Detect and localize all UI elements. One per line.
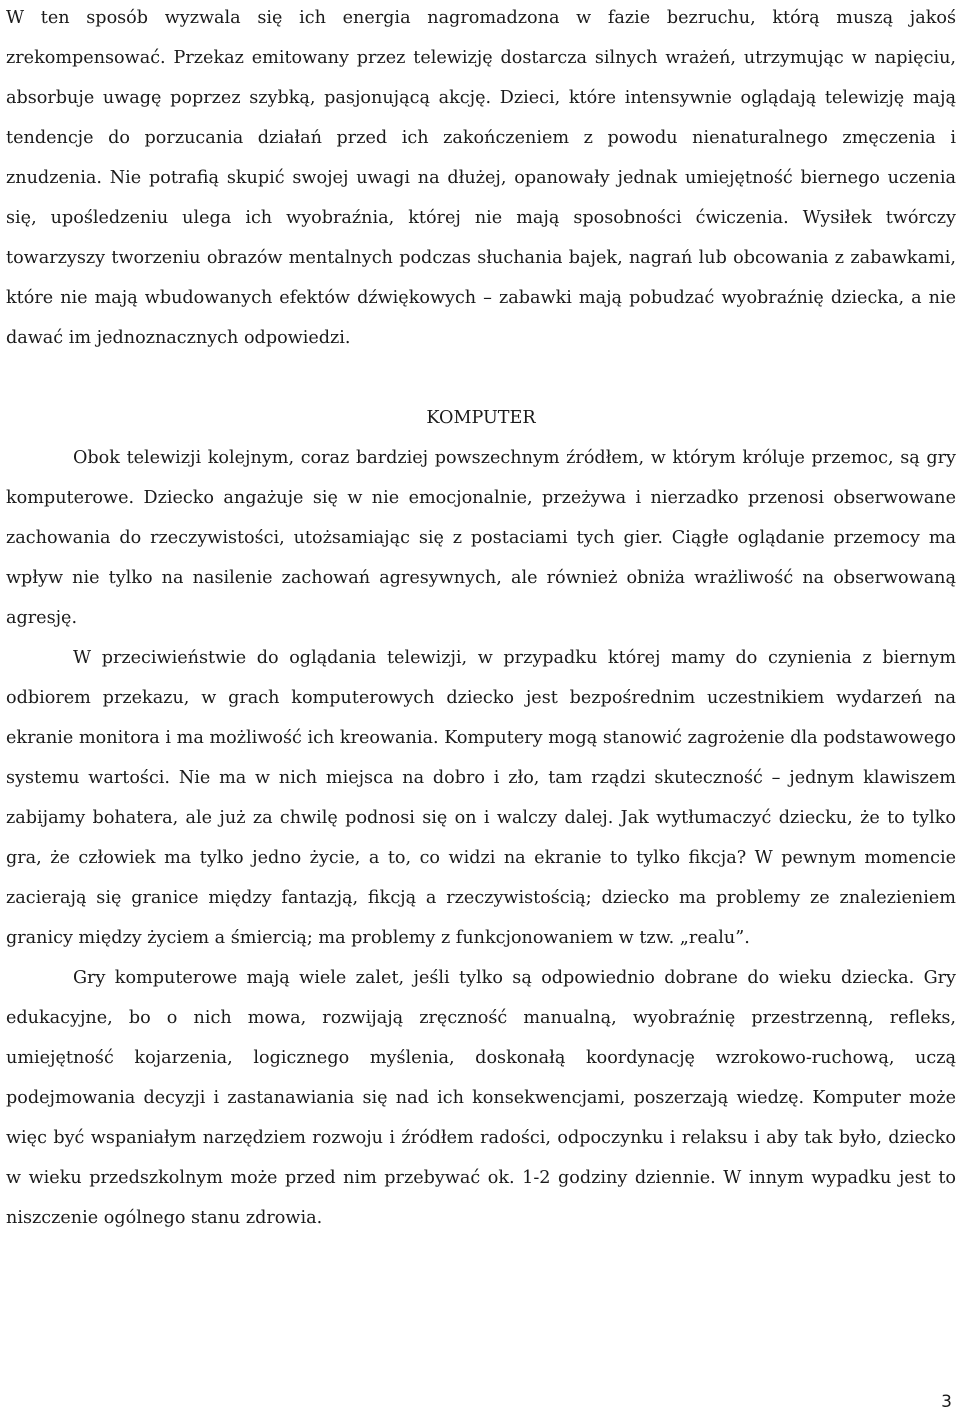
paragraph-computer-games-violence: Obok telewizji kolejnym, coraz bardziej powszechnym źródłem, w którym króluje przemoc, są gry komputerowe. Dziecko angażuje się w nie emocjonalnie, przeżywa i nierzadko przenosi obserwowane zachowania do rzeczywistości, utożsamiając się z postaciami tych gier. Ciągłe oglądanie przemocy ma wpływ nie tylko na nasilenie zachowań agresywnych, ale również obniża wrażliwość na obserwowaną agresję. bbox=[6, 448, 956, 628]
paragraph-television-effects: W ten sposób wyzwala się ich energia nagromadzona w fazie bezruchu, którą muszą jakoś zrekompensować. Przekaz emitowany przez telewizję dostarcza silnych wrażeń, utrzymując w napięciu, absorbuje uwagę poprzez szybką, pasjonującą akcję. Dzieci, które intensywnie oglądają telewizję mają tendencje do porzucania działań przed ich zakończeniem z powodu nienaturalnego zmęczenia i znudzenia. Nie potrafią skupić swojej uwagi na dłużej, opanowały jednak umiejętność biernego uczenia się, upośledzeniu ulega ich wyobraźnia, której nie mają sposobności ćwiczenia. Wysiłek twórczy towarzyszy tworzeniu obrazów mentalnych podczas słuchania bajek, nagrań lub obcowania z zabawkami, które nie mają wbudowanych efektów dźwiękowych – zabawki mają pobudzać wyobraźnię dziecka, a nie dawać im jednoznacznych odpowiedzi. bbox=[6, 8, 956, 348]
section-heading-komputer: KOMPUTER bbox=[426, 408, 536, 428]
paragraph-computer-games-participation: W przeciwieństwie do oglądania telewizji, w przypadku której mamy do czynienia z biernym odbiorem przekazu, w grach komputerowych dziecko jest bezpośrednim uczestnikiem wydarzeń na ekranie monitora i ma możliwość ich kreowania. Komputery mogą stanowić zagrożenie dla podstawowego systemu wartości. Nie ma w nich miejsca na dobro i zło, tam rządzi skuteczność – jednym klawiszem zabijamy bohatera, ale już za chwilę podnosi się on i walczy dalej. Jak wytłumaczyć dziecku, że to tylko gra, że człowiek ma tylko jedno życie, a to, co widzi na ekranie to tylko fikcja? W pewnym momencie zacierają się granice między fantazją, fikcją a rzeczywistością; dziecko ma problemy ze znalezieniem granicy między życiem a śmiercią; ma problemy z funkcjonowaniem w tzw. „realu”. bbox=[6, 648, 956, 948]
document-page bbox=[6, 0, 956, 1238]
page-number: 3 bbox=[941, 1392, 952, 1412]
paragraph-educational-games: Gry komputerowe mają wiele zalet, jeśli tylko są odpowiednio dobrane do wieku dziecka. Gry edukacyjne, bo o nich mowa, rozwijają zręczność manualną, wyobraźnię przestrzenną, refleks, umiejętność kojarzenia, logicznego myślenia, doskonałą koordynację wzrokowo-ruchową, uczą podejmowania decyzji i zastanawiania się nad ich konsekwencjami, poszerzają wiedzę. Komputer może więc być wspaniałym narzędziem rozwoju i źródłem radości, odpoczynku i relaksu i aby tak było, dziecko w wieku przedszkolnym może przed nim przebywać ok. 1-2 godziny dziennie. W innym wypadku jest to niszczenie ogólnego stanu zdrowia. bbox=[6, 968, 956, 1228]
